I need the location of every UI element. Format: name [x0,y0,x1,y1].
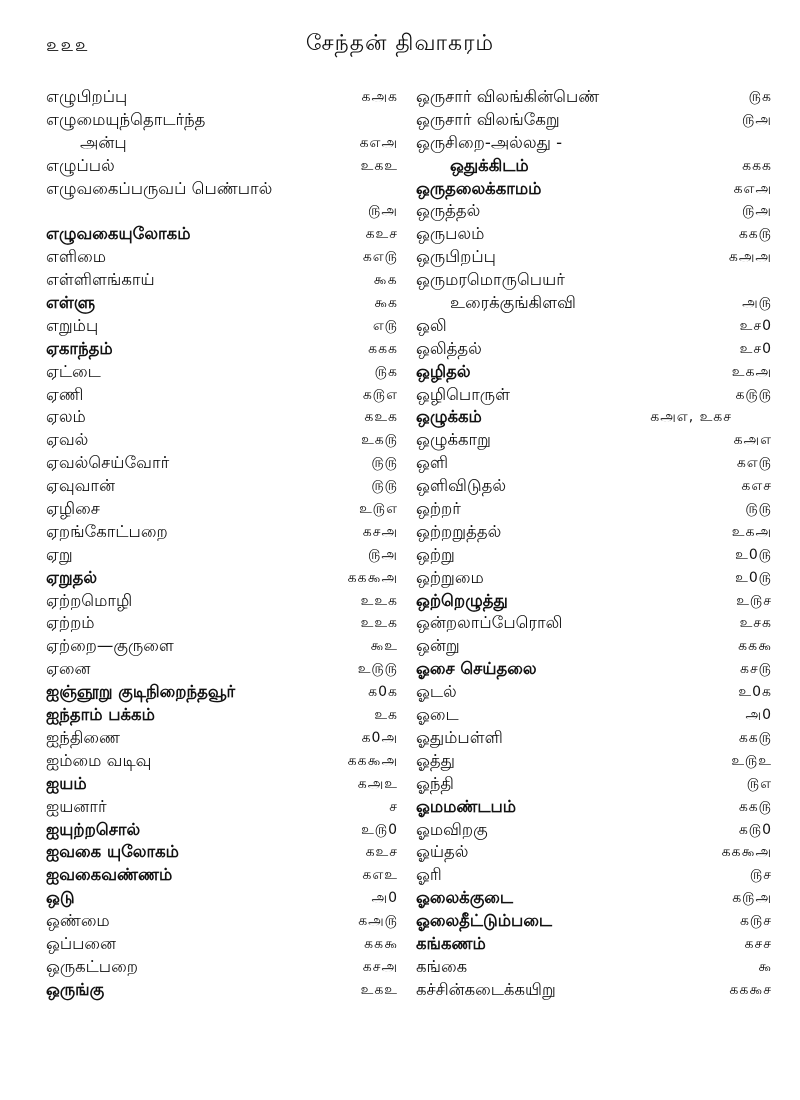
index-entry [416,429,772,452]
entry-reference: கக௫ [738,226,772,243]
entry-term: ஏணி [46,384,84,404]
index-entry [416,223,772,246]
index-entry [46,910,398,933]
entry-reference: கஅஅ [728,249,772,266]
entry-term: ஒற்றெழுத்து [416,590,508,610]
entry-term: ஒருசார் விலங்கின்பெண் [416,87,600,106]
index-entry [416,704,772,727]
entry-term: ஐவகை யுலோகம் [46,842,179,862]
index-entry [416,635,772,658]
entry-reference: ௯௧ [373,272,398,289]
entry-reference: கக௯அ [347,569,398,586]
entry-reference: கஎஅ [733,180,772,197]
entry-term: ஓமமண்டபம் [416,796,517,816]
entry-term: கங்கை [416,956,468,976]
entry-reference: ௯ [758,958,772,975]
entry-term: ஒற்று [416,544,455,564]
entry-term: ஓத்து [416,750,455,770]
entry-reference: க0அ [361,729,398,746]
entry-term: ஐஞ்ஞூறு குடிநிறைந்தவூர் [46,682,236,702]
index-entry [416,681,772,704]
entry-term: ஓடல் [416,682,457,702]
index-entry [46,727,398,750]
entry-term: ஒதுக்கிடம் [450,155,529,175]
index-entry [416,406,772,429]
entry-reference: உக௫ [361,432,398,449]
entry-reference: கஎஉ [362,867,398,884]
entry-reference: உக [374,707,398,724]
entry-reference: கஅ௫ [358,913,398,930]
entry-term: ஒழிதல் [416,361,471,381]
entry-term: ஓய்தல் [416,842,469,862]
index-entry [416,86,772,109]
entry-reference: உஉக [360,592,398,609]
entry-reference: அ௫ [742,295,772,312]
index-entry [416,109,772,132]
entry-term: ஒருமரமொருபெயர் [416,270,565,290]
entry-term: ஒருத்தல் [416,201,481,221]
entry-term: ஒன்று [416,636,460,656]
entry-reference: உ௫௫ [357,661,398,678]
entry-reference: ௫க [374,363,398,380]
index-entry [416,612,772,635]
entry-reference: கஉக [364,409,398,426]
entry-term: ஓந்தி [416,773,454,793]
entry-term: ஐவகைவண்ணம் [46,865,173,885]
entry-reference: கஎ௫ [736,455,772,472]
index-entry [416,452,772,475]
entry-term: எறும்பு [46,315,99,335]
index-entry [416,773,772,796]
entry-term: ஒலி [416,315,447,335]
entry-term: ஐந்திணை [46,727,120,747]
entry-term: ஐம்மை வடிவு [46,750,152,770]
index-entry [46,841,398,864]
entry-term: ஒருசிறை-அல்லது - [416,132,563,152]
entry-reference: ௯உ [370,638,398,655]
entry-reference: கக௯ச [729,981,772,998]
entry-term: ஒன்றலாப்பேரொலி [416,613,563,633]
entry-term: ஒளி [416,453,449,473]
index-entry [46,956,398,979]
entry-reference: அ0 [745,707,772,724]
page-title: சேந்தன் திவாகரம் [305,31,495,56]
index-entry [416,521,772,544]
entry-reference: ௫ச [749,867,772,884]
entry-term: கங்கணம் [416,933,486,953]
index-entry [416,292,772,315]
index-entry [46,361,398,384]
index-entry [416,200,772,223]
entry-reference: க௫௫ [735,386,772,403]
entry-reference: உகஉ [360,981,398,998]
index-entry [416,887,772,910]
entry-reference: உ0௫ [735,569,772,586]
index-entry [416,567,772,590]
index-entry [46,406,398,429]
entry-reference: கக௯அ [347,752,398,769]
index-entry [416,361,772,384]
entry-term: ஒற்றுமை [416,567,484,587]
entry-term: ஒருபிறப்பு [416,247,496,267]
index-entry [46,384,398,407]
entry-term: ஐயுற்றசொல் [46,819,141,839]
index-entry [46,338,398,361]
index-entry [46,887,398,910]
entry-reference: கக௫ [738,729,772,746]
index-entry [46,200,398,223]
index-entry [416,864,772,887]
entry-term: ஏகாந்தம் [46,338,113,358]
index-entry [416,155,772,178]
entry-term: உரைக்குங்கிளவி [450,293,576,313]
entry-term: ஓசை செய்தலை [416,659,537,679]
entry-reference: கக௯அ [721,844,772,861]
entry-term: அன்பு [80,132,127,152]
index-entry [46,109,398,132]
index-entry [416,841,772,864]
entry-reference: உகஅ [731,523,772,540]
entry-term: ஏவுவான் [46,476,116,496]
index-entry [416,933,772,956]
entry-reference: கஉச [365,226,398,243]
entry-term: ஒருகட்பறை [46,956,138,976]
index-entry [46,246,398,269]
index-entry [416,132,772,155]
entry-term: ஒண்மை [46,911,110,931]
index-entry [46,979,398,1002]
entry-reference: க௫அ [732,890,772,907]
index-entry [46,819,398,842]
index-entry [46,796,398,819]
entry-term: ஒடு [46,888,75,908]
entry-term: ஏற்றமொழி [46,590,133,610]
entry-term: ஐயம் [46,773,87,793]
entry-reference: கக௯ [738,638,772,655]
entry-reference: உச0 [739,340,772,357]
entry-reference: ககக [742,157,772,174]
entry-term: ஏவல் [46,430,89,450]
entry-reference: க௫ச [740,913,772,930]
entry-reference: அ0 [371,890,398,907]
index-entry [46,635,398,658]
index-entry [416,590,772,613]
entry-reference: எ௫ [372,317,398,334]
entry-term: எழுவகைப்பருவப் பெண்பால் [46,178,273,198]
entry-term: ஒப்பனை [46,933,116,953]
entry-reference: கஅஎ [733,432,772,449]
entry-reference: கசச [744,935,772,952]
entry-reference: கஅக [361,89,398,105]
entry-term: ஏற்றம் [46,613,95,633]
entry-reference: கஅஉ [357,775,398,792]
page-number: ௨௨௨ [46,34,90,56]
entry-reference: ௫எ [746,775,772,792]
index-entry [46,521,398,544]
entry-reference: கச௫ [740,661,772,678]
entry-term: ஐந்தாம் பக்கம் [46,705,155,725]
index-entry [46,292,398,315]
index-entry [46,498,398,521]
index-entry [46,132,398,155]
entry-reference: கக௯ [364,935,398,952]
index-entry [416,384,772,407]
entry-reference: கஎ௫ [362,249,398,266]
entry-reference: உ0க [738,684,772,701]
index-entry [416,315,772,338]
entry-term: ஒருபலம் [416,224,485,244]
entry-term: எளிமை [46,247,107,267]
entry-reference: ௫அ [368,203,398,220]
entry-term: ஏலம் [46,407,86,427]
index-entry [46,178,398,201]
entry-reference: உ௫ச [736,592,772,609]
index-entry [46,452,398,475]
entry-reference: கஉச [365,844,398,861]
index-entry [46,223,398,246]
left-column [46,86,398,1002]
entry-term: எழுப்பல் [46,155,115,175]
entry-term: கச்சின்கடைக்கயிறு [416,979,556,999]
entry-term: ஒழிபொருள் [416,384,510,404]
entry-term: எழுவகையுலோகம் [46,224,191,244]
entry-reference: க௫0 [738,821,772,838]
index-entry [416,727,772,750]
entry-reference: கசஅ [362,523,398,540]
entry-reference: ௯க [374,295,398,312]
index-entry [46,567,398,590]
index-entry [416,796,772,819]
index-entry [46,612,398,635]
index-entry [416,246,772,269]
index-entry [46,429,398,452]
entry-reference: க0க [368,684,398,701]
index-entry [416,658,772,681]
entry-term: ஓமவிறகு [416,819,488,839]
entry-reference: உகஅ [731,363,772,380]
entry-reference: ௫அ [742,203,772,220]
entry-reference: உ௫எ [359,501,398,518]
entry-term: எழுபிறப்பு [46,87,128,106]
entry-term: ஓதும்பள்ளி [416,727,503,747]
entry-term: ஒருதலைக்காமம் [416,178,542,198]
entry-reference: உகஉ [360,157,398,174]
entry-term: ஐயனார் [46,796,107,816]
entry-reference: ௫௫ [371,455,398,472]
index-entry [416,338,772,361]
entry-reference: ௫அ [368,546,398,563]
right-column [416,86,772,1002]
index-entry [416,750,772,773]
entry-term: எள்ளிளங்காய் [46,270,155,290]
entry-reference: உ௫உ [731,752,772,769]
entry-term: ஏவல்செய்வோர் [46,453,170,473]
index-entry [416,475,772,498]
entry-reference: கஎச [741,478,772,495]
entry-term: ஓலைக்குடை [416,888,514,908]
entry-term: ஒருசார் விலங்கேறு [416,109,560,129]
entry-term: ஒற்றறுத்தல் [416,521,502,541]
entry-term: ஒழுக்காறு [416,430,491,450]
entry-term: ஏறங்கோட்பறை [46,521,168,541]
index-entry [416,819,772,842]
entry-reference: ௫அ [742,111,772,128]
index-entry [46,750,398,773]
index-entry [46,704,398,727]
entry-reference: கசஅ [362,958,398,975]
entry-reference: ௫௫ [371,478,398,495]
entry-reference: கஎஅ [359,134,398,151]
entry-reference: உ௫0 [361,821,398,838]
entry-reference: கக௫ [738,798,772,815]
entry-term: ஏட்டை [46,361,101,381]
entry-term: எழுமையுந்தொடர்ந்த [46,109,206,129]
entry-term: ஓடை [416,705,459,725]
entry-term: ஏழிசை [46,499,100,519]
entry-term: ஓரி [416,865,442,885]
index-entry [416,956,772,979]
entry-term: எள்ளு [46,293,96,313]
index-entry [46,773,398,796]
index-entry [46,590,398,613]
index-entry [416,178,772,201]
index-entry [46,475,398,498]
index-entry [46,544,398,567]
index-entry [416,979,772,1002]
index-entry [46,155,398,178]
entry-reference: உஉக [360,615,398,632]
entry-reference: உசக [739,615,772,632]
entry-reference: உ0௫ [735,546,772,563]
entry-term: ஏறு [46,544,73,564]
index-entry [416,544,772,567]
index-entry [416,269,772,292]
entry-term: ஏற்றை—குருளை [46,636,174,656]
entry-term: ஓலைதீட்டும்படை [416,911,553,931]
index-entry [46,315,398,338]
entry-term: ஒலித்தல் [416,338,482,358]
index-entry [46,658,398,681]
entry-reference: ௫க [748,89,772,105]
index-entry [46,933,398,956]
entry-term: ஒற்றர் [416,499,461,519]
entry-reference: கஅஎ, உகச [650,409,732,426]
entry-term: ஒழுக்கம் [416,407,482,427]
index-entry [46,269,398,292]
index-entry [46,86,398,109]
entry-term: ஏறுதல் [46,567,98,587]
entry-term: ஒளிவிடுதல் [416,476,507,496]
entry-reference: க௫எ [362,386,398,403]
entry-reference: ௫௫ [745,501,772,518]
entry-reference: ச [389,798,398,815]
entry-reference: உச0 [739,317,772,334]
entry-term: ஒருங்கு [46,979,105,999]
index-entry [416,910,772,933]
entry-reference: ககக [368,340,398,357]
index-entry [46,681,398,704]
entry-term: ஏனை [46,659,91,679]
index-entry [416,498,772,521]
index-entry [46,864,398,887]
